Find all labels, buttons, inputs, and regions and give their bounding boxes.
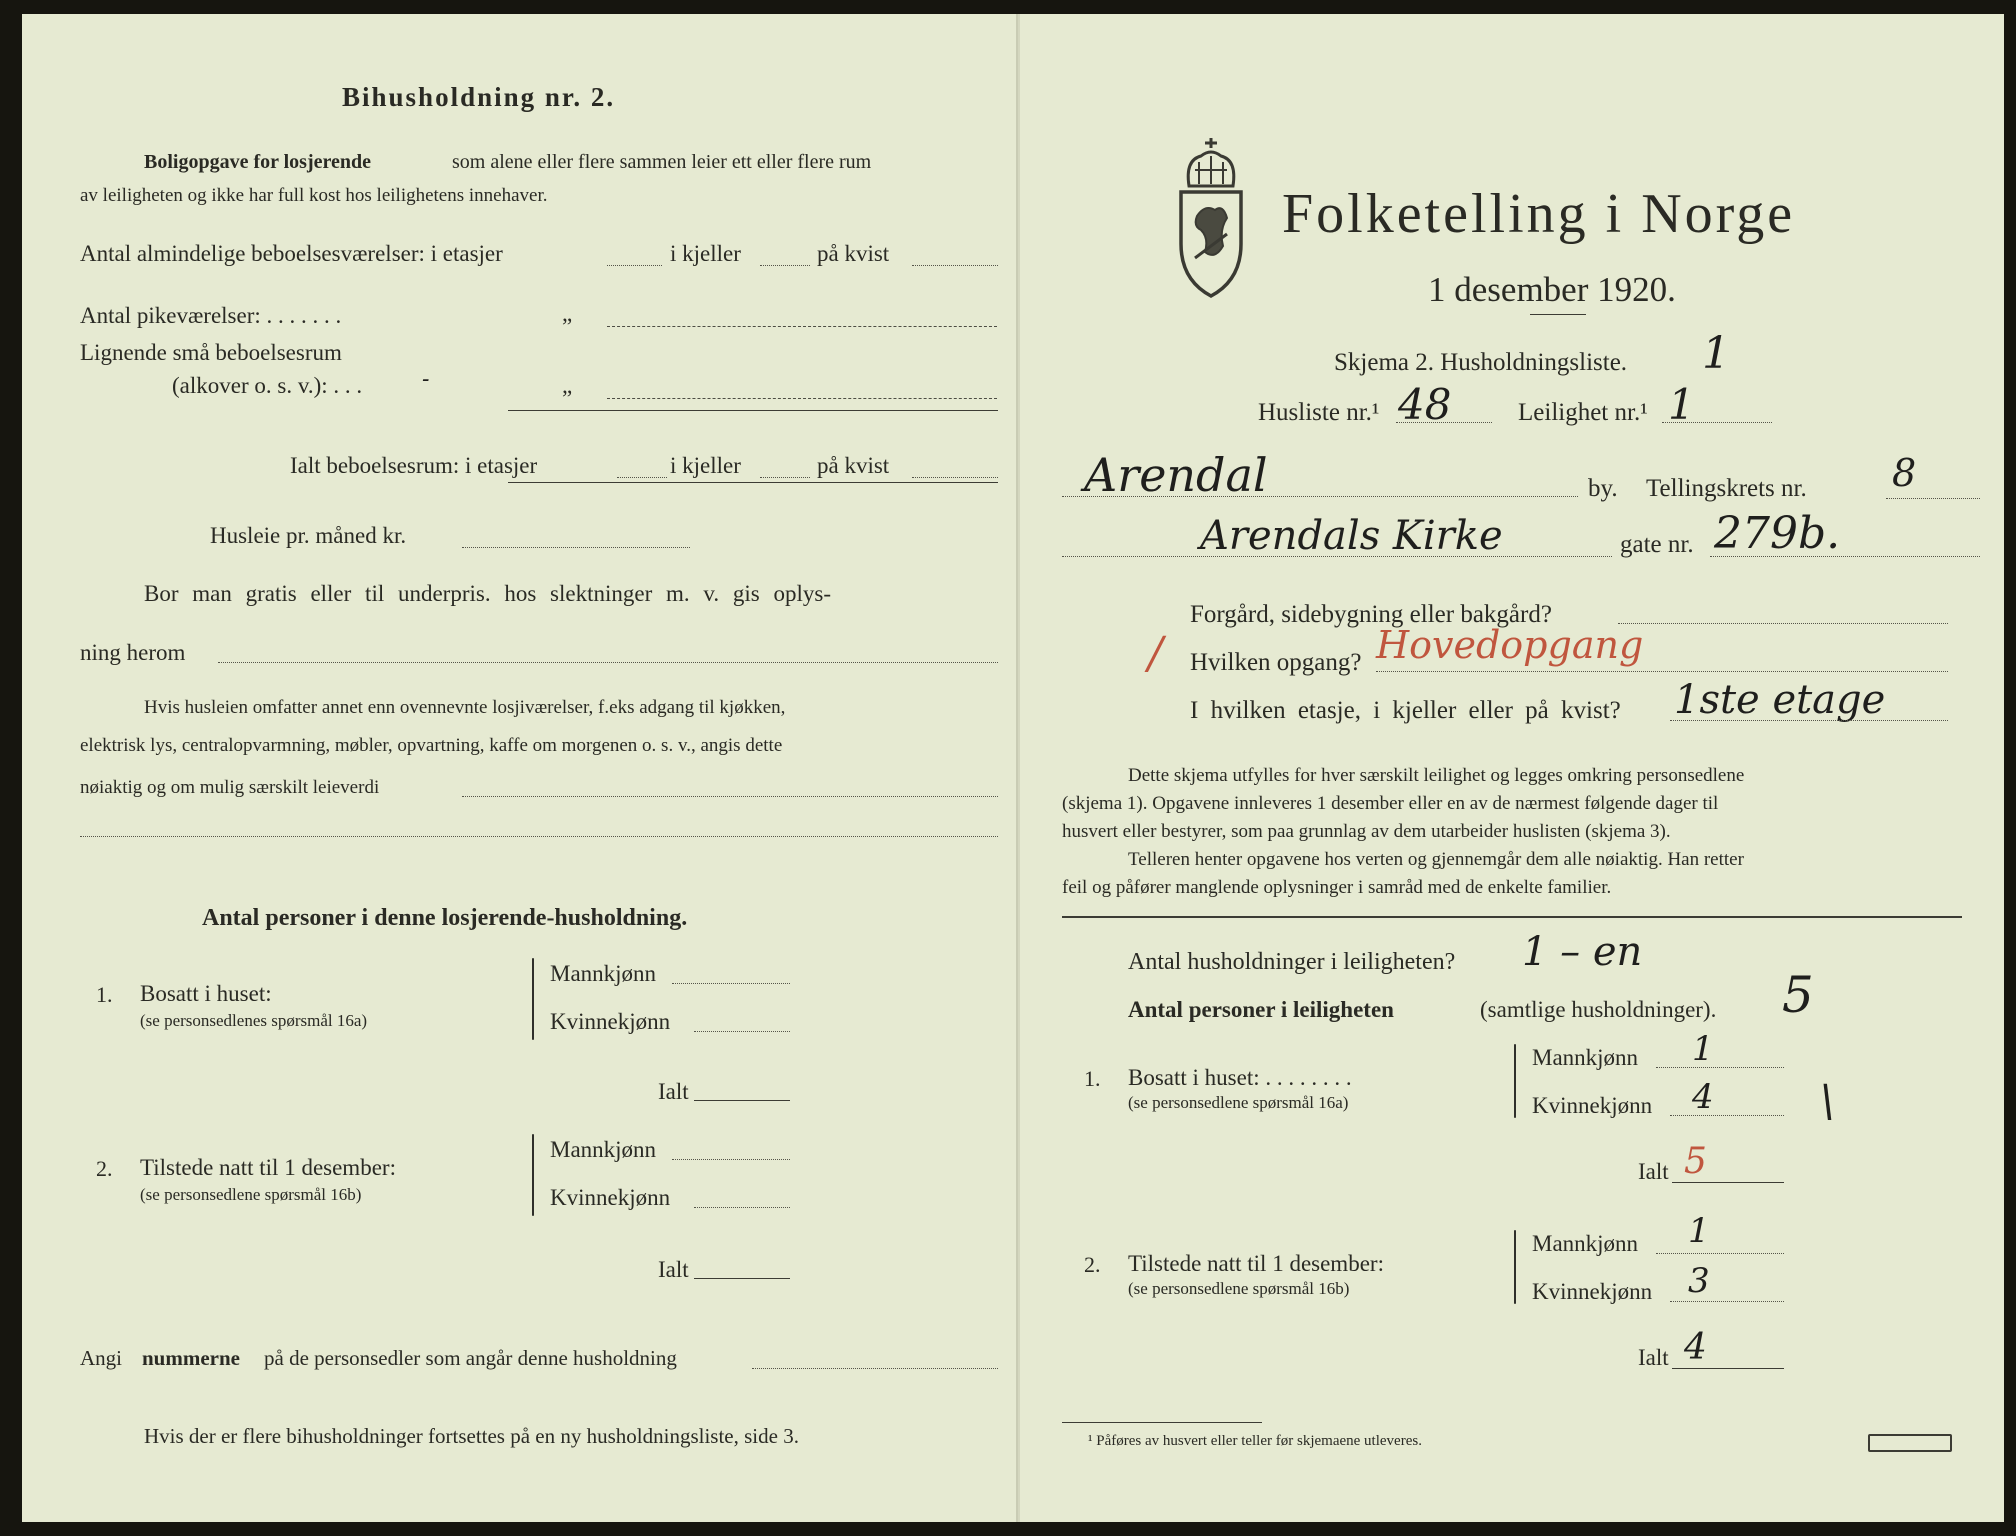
krets-value: 8 [1892, 451, 1917, 495]
q1-ialt-label: Ialt [1638, 1159, 1669, 1184]
q2-kvinne-value: 3 [1688, 1261, 1710, 1301]
q1-ialt-value: 5 [1684, 1141, 1707, 1182]
q1-sub: (se personsedlene spørsmål 16a) [1128, 1093, 1349, 1112]
gate-label: gate nr. [1620, 531, 1694, 558]
opgang-label: Hvilken opgang? [1190, 649, 1362, 676]
husholdninger-value: 1 – en [1522, 929, 1643, 975]
left-title: Bihusholdning nr. 2. [342, 82, 616, 112]
by-field [1062, 496, 1578, 497]
q2-ialt-label: Ialt [658, 1257, 689, 1282]
personer-rest: (samtlige husholdninger). [1480, 997, 1717, 1022]
intro-bold: Boligopgave for losjerende [144, 151, 372, 173]
q2-ialt-field [1672, 1368, 1784, 1369]
gate-number-field [1710, 556, 1980, 557]
q1-kvinne-value: 4 [1692, 1077, 1714, 1117]
skjema-hand: 1 [1702, 328, 1730, 379]
leilighet-value: 1 [1668, 380, 1695, 429]
husliste-field [1396, 422, 1492, 423]
angi-pre: Angi [80, 1346, 122, 1370]
q2-sub: (se personsedlene spørsmål 16b) [1128, 1279, 1350, 1298]
q1-mann-label: Mannkjønn [1532, 1045, 1639, 1070]
gate-name: Arendals Kirke [1200, 513, 1503, 559]
q1-kvinne-label: Kvinnekjønn [550, 1009, 671, 1034]
husholdninger-label: Antal husholdninger i leiligheten? [1128, 949, 1456, 975]
instructions-1: Dette skjema utfylles for hver særskilt leilighet og legges omkring personsedlene [1128, 765, 1745, 786]
husliste-label: Husliste nr.¹ [1258, 399, 1380, 426]
by-value: Arendal [1084, 448, 1268, 502]
opgang-mark: / [1148, 628, 1163, 679]
coat-of-arms-icon [1175, 134, 1247, 300]
note-field-2 [80, 836, 998, 837]
q2-kvinne-field [694, 1207, 790, 1208]
q2-sub: (se personsedlene spørsmål 16b) [140, 1185, 362, 1204]
note-field-1 [462, 796, 998, 797]
husleie-label: Husleie pr. måned kr. [210, 523, 407, 548]
q1-ialt-field [694, 1100, 790, 1101]
q2-kvinne-label: Kvinnekjønn [550, 1185, 671, 1210]
ialt-kjeller-field [760, 477, 810, 478]
q2-brace [532, 1134, 534, 1216]
opgang-value: Hovedopgang [1376, 623, 1644, 667]
gratis-text-2: ning herom [80, 640, 186, 665]
rooms-kvist-label: på kvist [817, 241, 890, 266]
pike-label: Antal pikeværelser: . . . . . . . [80, 303, 342, 328]
rooms-etasjer-field [607, 265, 662, 266]
intro-text: som alene eller flere sammen leier ett eller flere rum [452, 151, 872, 173]
alkover-quote: „ [562, 373, 573, 398]
q1-num: 1. [1084, 1066, 1101, 1091]
alkover-field [607, 398, 997, 399]
date-rule [1530, 314, 1586, 315]
gratis-text: Bor man gratis eller til underpris. hos slektninger m. v. gis oplys- [144, 581, 831, 606]
q2-mann-label: Mannkjønn [550, 1137, 657, 1162]
by-label: by. [1588, 475, 1618, 502]
q1-mann-field [672, 983, 790, 984]
instructions-4: Telleren henter opgavene hos verten og gjennemgår dem alle nøiaktig. Han retter [1128, 849, 1744, 870]
forgard-field [1618, 623, 1948, 624]
angi-field [752, 1368, 998, 1369]
left-footer: Hvis der er flere bihusholdninger fortsettes på en ny husholdningsliste, side 3. [144, 1424, 799, 1448]
gate-field [1062, 556, 1612, 557]
q2-mann-label: Mannkjønn [1532, 1231, 1639, 1256]
krets-label: Tellingskrets nr. [1646, 475, 1807, 502]
krets-field [1886, 498, 1980, 499]
instructions-3: husvert eller bestyrer, som paa grunnlag av dem utarbeider huslisten (skjema 3). [1062, 821, 1671, 842]
pike-quote: „ [562, 301, 573, 326]
rooms-label: Antal almindelige beboelsesværelser: i etasjer [80, 241, 503, 266]
leilighet-label: Leilighet nr.¹ [1518, 399, 1648, 426]
q1-ialt-field [1672, 1182, 1784, 1183]
etasje-field [1670, 720, 1948, 721]
q2-ialt-value: 4 [1684, 1327, 1707, 1368]
footnote: ¹ Påføres av husvert eller teller før skjemaene utleveres. [1088, 1433, 1422, 1449]
intro-text-2: av leiligheten og ikke har full kost hos leilighetens innehaver. [80, 185, 548, 206]
q1-label: Bosatt i huset: [140, 981, 272, 1006]
forgard-label: Forgård, sidebygning eller bakgård? [1190, 601, 1552, 628]
q2-num: 2. [96, 1156, 113, 1181]
q1-mann-label: Mannkjønn [550, 961, 657, 986]
ialt-rooms-label: Ialt beboelsesrum: i etasjer [290, 453, 538, 478]
footnote-rule [1062, 1422, 1262, 1423]
q1-kvinne-field [694, 1031, 790, 1032]
alkover-mark: - [422, 367, 430, 392]
rooms-kjeller-field [760, 265, 810, 266]
section-rule [1062, 916, 1962, 918]
note-text-3: nøiaktig og om mulig særskilt leieverdi [80, 777, 380, 798]
q1-label: Bosatt i huset: . . . . . . . . [1128, 1065, 1352, 1090]
angi-bold: nummerne [142, 1346, 240, 1370]
q2-ialt-label: Ialt [1638, 1345, 1669, 1370]
q2-ialt-field [694, 1278, 790, 1279]
lignende-label: Lignende små beboelsesrum [80, 340, 342, 365]
gratis-field [218, 662, 998, 663]
q2-num: 2. [1084, 1252, 1101, 1277]
ialt-etasjer-field [617, 477, 667, 478]
q1-num: 1. [96, 982, 113, 1007]
note-text-1: Hvis husleien omfatter annet enn ovennevnte losjiværelser, f.eks adgang til kjøkken, [144, 697, 786, 718]
q1-brace [532, 958, 534, 1040]
q2-label: Tilstede natt til 1 desember: [1128, 1251, 1384, 1276]
skjema-label: Skjema 2. Husholdningsliste. [1334, 349, 1628, 376]
etasje-value: 1ste etage [1674, 677, 1886, 723]
instructions-5: feil og påfører manglende oplysninger i samråd med de enkelte familier. [1062, 877, 1612, 898]
opgang-field [1376, 671, 1948, 672]
printer-stamp [1868, 1434, 1952, 1452]
husleie-field [462, 547, 690, 548]
q2-kvinne-label: Kvinnekjønn [1532, 1279, 1653, 1304]
ialt-rule [508, 482, 998, 483]
instructions-2: (skjema 1). Opgavene innleveres 1 desember eller en av de nærmest følgende dager til [1062, 793, 1719, 814]
right-title: Folketelling i Norge [1282, 183, 1796, 245]
q2-mann-field [672, 1159, 790, 1160]
gate-number: 279b. [1714, 508, 1841, 559]
q1-kvinne-field [1670, 1115, 1784, 1116]
left-page [22, 14, 1018, 1522]
personer-bold: Antal personer i leiligheten [1128, 997, 1394, 1022]
angi-post: på de personsedler som angår denne husholdning [264, 1346, 677, 1370]
ialt-kvist-label: på kvist [817, 453, 890, 478]
q2-mann-value: 1 [1688, 1211, 1710, 1251]
personer-value: 5 [1782, 966, 1814, 1024]
ialt-kjeller-label: i kjeller [670, 453, 741, 478]
q1-sub: (se personsedlenes spørsmål 16a) [140, 1011, 368, 1030]
husliste-value: 48 [1398, 380, 1452, 429]
rooms-kjeller-label: i kjeller [670, 241, 741, 266]
rooms-kvist-field [912, 265, 998, 266]
q1-brace [1514, 1044, 1516, 1118]
q2-label: Tilstede natt til 1 desember: [140, 1155, 396, 1180]
alkover-label: (alkover o. s. v.): . . . [172, 373, 363, 398]
persons-heading: Antal personer i denne losjerende-husholdning. [202, 905, 688, 931]
census-date: 1 desember 1920. [1428, 270, 1676, 309]
sum-rule [508, 410, 998, 411]
q1-kvinne-label: Kvinnekjønn [1532, 1093, 1653, 1118]
etasje-label: I hvilken etasje, i kjeller eller på kvist? [1190, 697, 1621, 724]
q2-mann-field [1656, 1253, 1784, 1254]
note-text-2: elektrisk lys, centralopvarmning, møbler, opvartning, kaffe om morgenen o. s. v., angis dette [80, 735, 783, 756]
q1-tick: \ [1820, 1076, 1835, 1127]
leilighet-field [1662, 422, 1772, 423]
q2-kvinne-field [1670, 1301, 1784, 1302]
pike-field [607, 326, 997, 327]
q1-mann-field [1656, 1067, 1784, 1068]
q1-ialt-label: Ialt [658, 1079, 689, 1104]
right-page [1018, 14, 2004, 1522]
ialt-kvist-field [912, 477, 998, 478]
q1-mann-value: 1 [1692, 1029, 1714, 1069]
q2-brace [1514, 1230, 1516, 1304]
